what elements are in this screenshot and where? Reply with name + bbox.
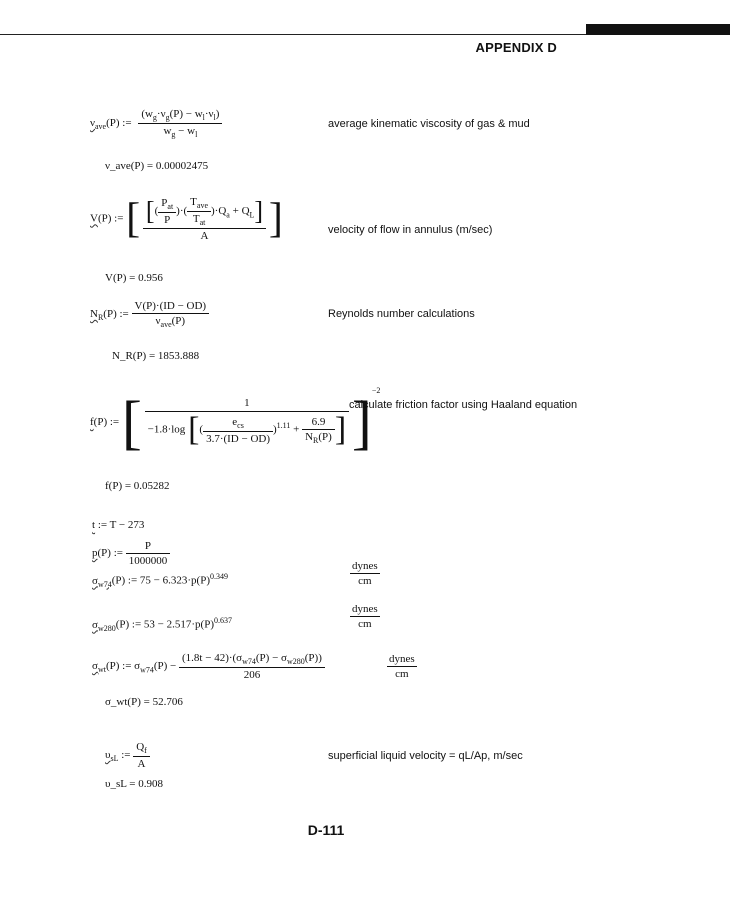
- friction-result: f(P) = 0.05282: [105, 480, 170, 492]
- nu-ave-definition: $\nu_{ave}(P)$ := $\frac{(w_g\cdot\nu_g(P) - w_l\cdot\nu_l)}{w_g - w_l}$: [90, 108, 222, 139]
- page-number: D-111: [307, 822, 345, 838]
- reynolds-result: N_R(P) = 1853.888: [112, 350, 200, 362]
- sigma-wt-result: σ_wt(P) = 52.706: [105, 696, 183, 708]
- nu-ave-result: ν_ave(P) = 0.00002475: [105, 160, 209, 172]
- sigma-w74-unit: dynes cm: [352, 560, 378, 587]
- reynolds-definition: $N_R(P)$ := $\frac{V(P)\cdot(ID - OD)}{\nu_{ave}(P)}$: [90, 300, 209, 329]
- velocity-result: V(P) = 0.956: [105, 272, 163, 284]
- nu-ave-description: average kinematic viscosity of gas & mud: [328, 118, 530, 130]
- upsilon-sl-description: superficial liquid velocity = qL/Ap, m/sec: [328, 750, 523, 762]
- upsilon-sl-result: υ_sL = 0.908: [105, 778, 163, 790]
- friction-definition: f(P) := [ 1 −1.8·log [( $\frac{e_{cs}}{3.7\cdot(ID - OD)}$ )$^{1.11}$ + $\frac{6.9}{N_R(P)}$ ] ]$^{-2}$: [90, 386, 381, 456]
- section-title: APPENDIX D: [475, 40, 557, 55]
- sigma-wt-definition: $\sigma_{wt}(P)$ := $\sigma_{w74}(P)$ − $\frac{(1.8t - 42)\cdot(\sigma_{w74}(P) - \sigma_{w280}(P))}{206}$: [92, 652, 325, 681]
- sigma-w74-definition: $\sigma_{w74}(P)$ := $75 - 6.323\cdot p(P)^{0.349}$: [92, 572, 228, 589]
- header-rule: [0, 34, 586, 35]
- header-bar: [586, 24, 730, 35]
- sigma-wt-unit: dynes cm: [389, 653, 415, 680]
- temp-definition: t := T − 273: [92, 519, 145, 531]
- velocity-definition: V(P) := [ [( $\frac{P_{at}}{P}$ )·( $\frac{T_{ave}}{T_{at}}$ )$\cdot Q_a + Q_L$] A ]: [90, 196, 283, 243]
- sigma-w280-unit: dynes cm: [352, 603, 378, 630]
- sigma-w280-definition: $\sigma_{w280}(P)$ := $53 - 2.517\cdot p(P)^{0.637}$: [92, 616, 232, 633]
- velocity-description: velocity of flow in annulus (m/sec): [328, 224, 493, 236]
- pressure-definition: p(P) := $\frac{P}{1000000}$: [92, 540, 170, 567]
- friction-description: calculate friction factor using Haaland equation: [349, 399, 578, 411]
- upsilon-sl-definition: $\upsilon_{sL}$ := $\frac{Q_f}{A}$: [105, 741, 150, 770]
- reynolds-description: Reynolds number calculations: [328, 308, 475, 320]
